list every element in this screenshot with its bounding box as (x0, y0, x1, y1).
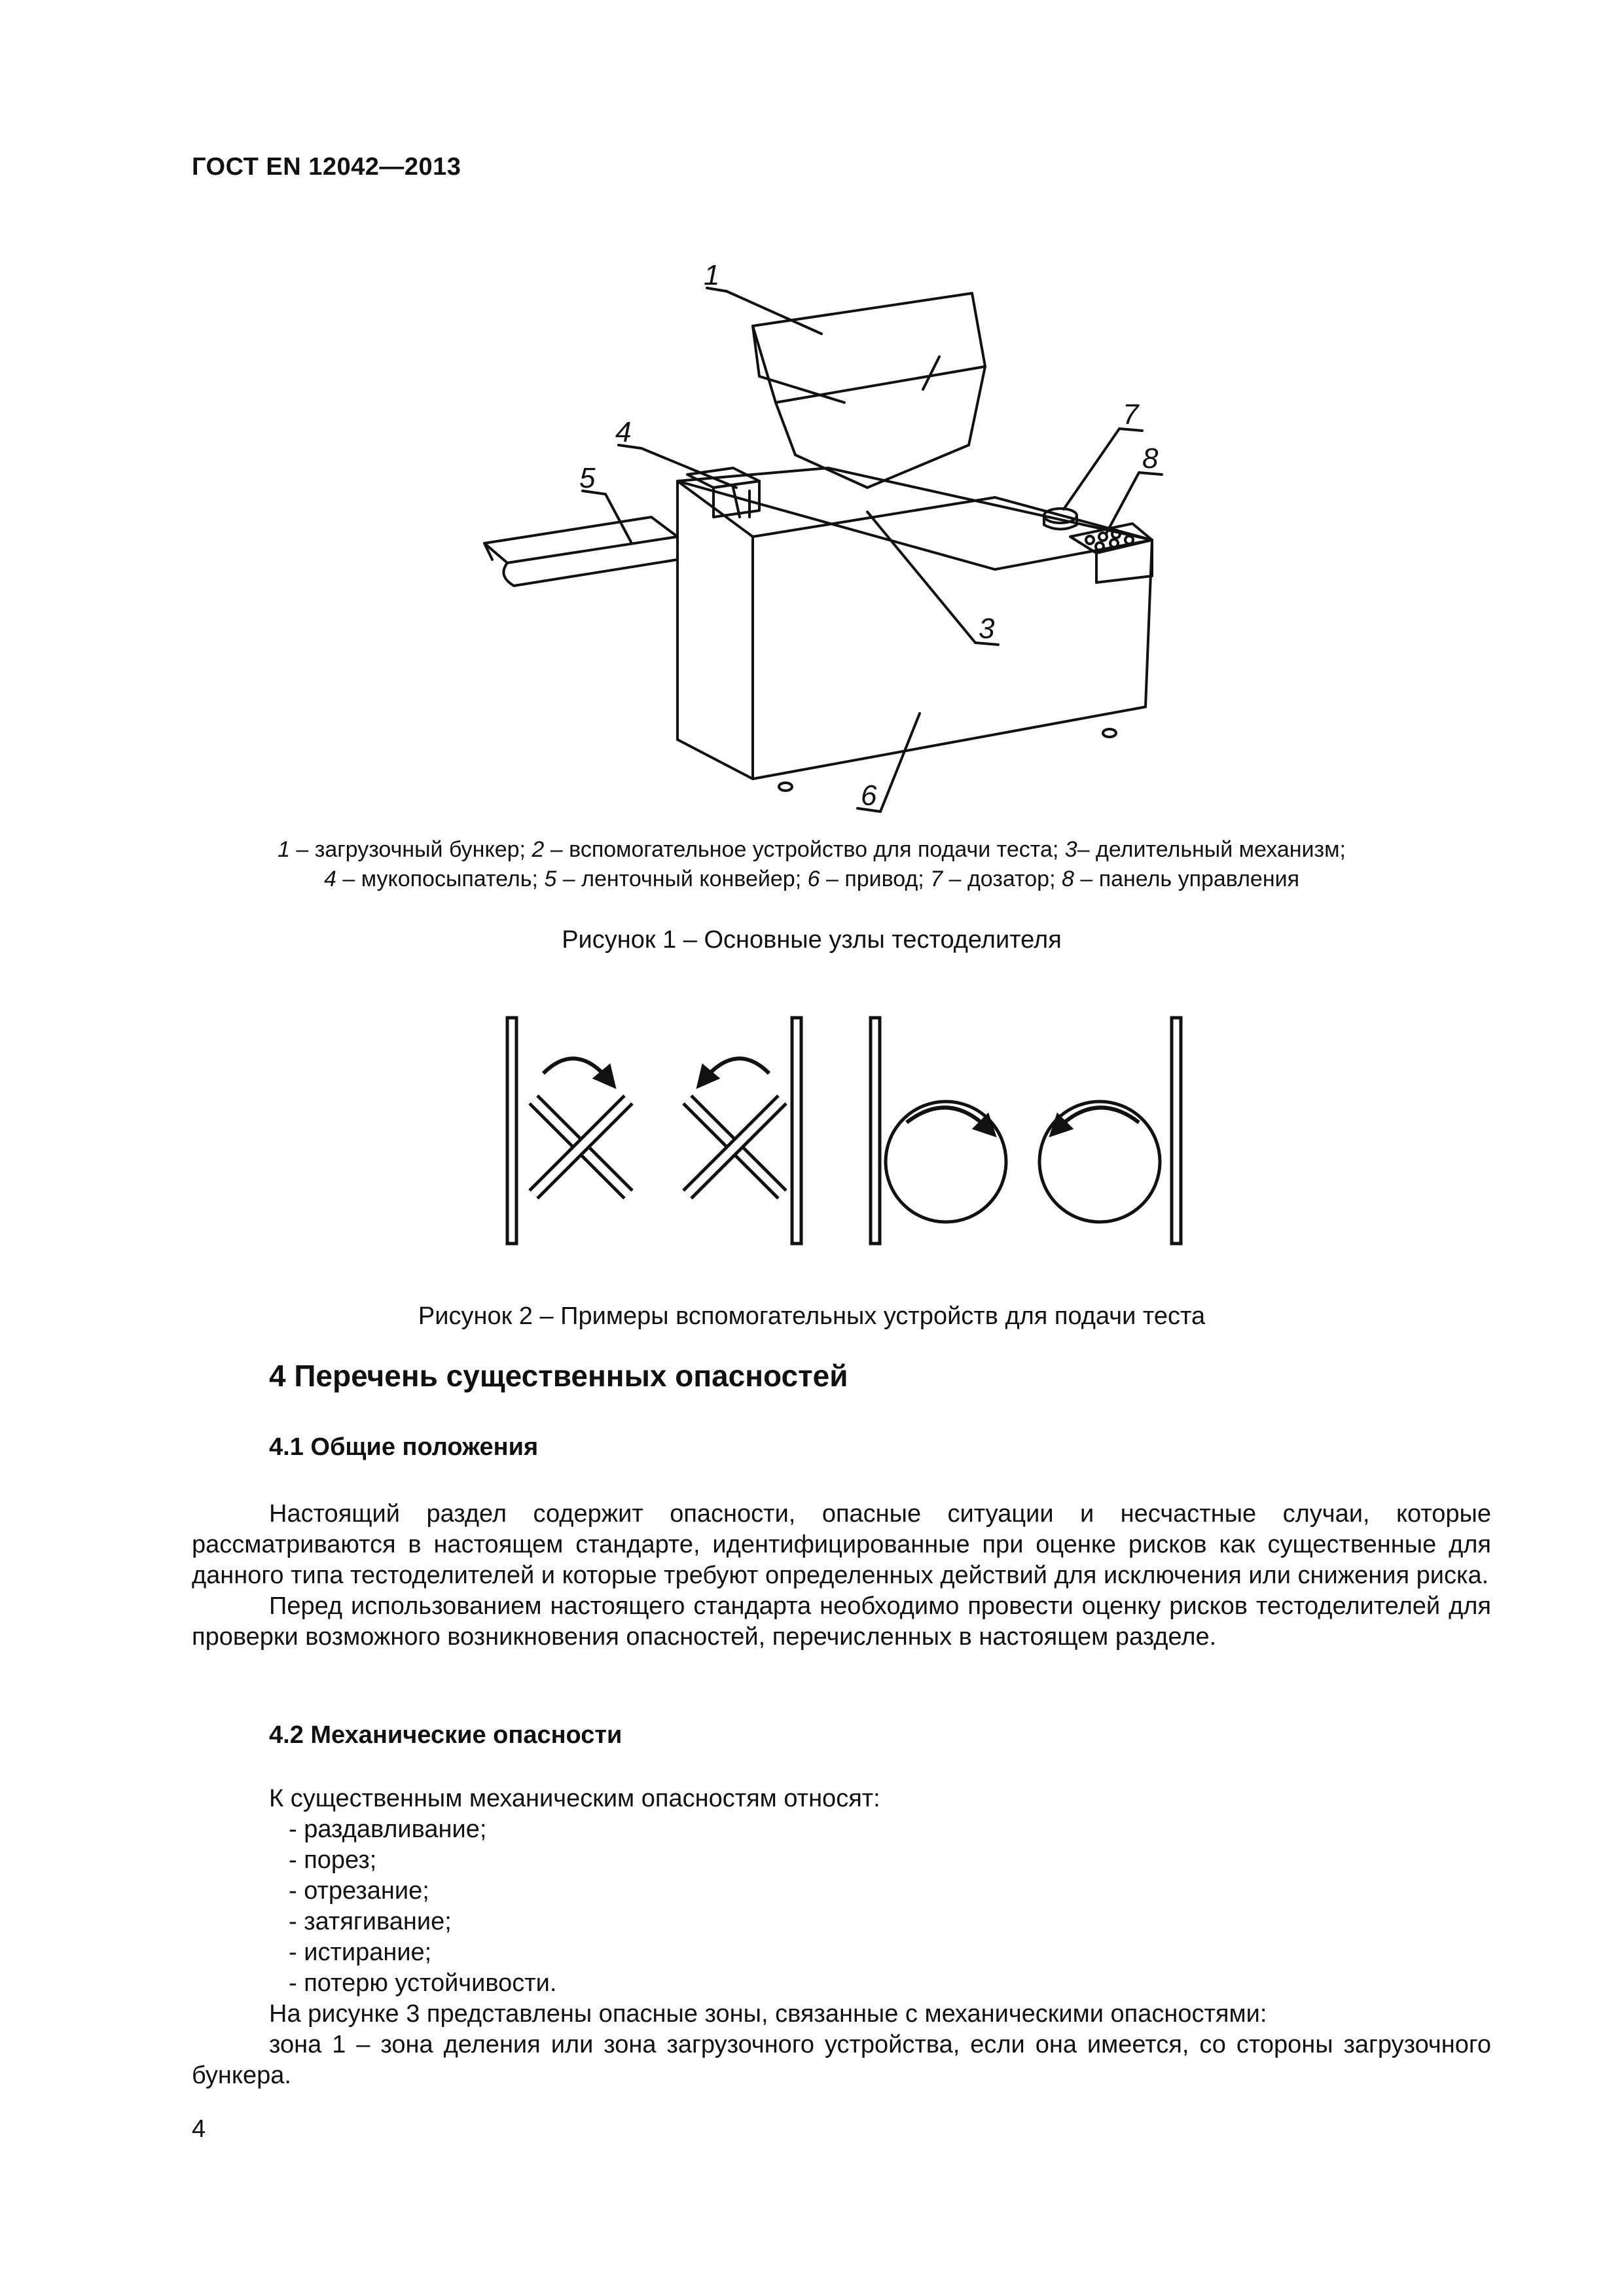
page-number: 4 (192, 2115, 206, 2143)
list-item: - затягивание; (289, 1908, 452, 1935)
legend-num: 3 (1064, 837, 1077, 862)
figure-1-legend-line-2 (164, 864, 1460, 894)
machine-body-edge (677, 481, 753, 537)
section-4-2-intro (192, 1784, 1491, 1814)
legend-text: – привод; (820, 867, 931, 891)
feed-wall (871, 1018, 880, 1244)
paragraph: Настоящий раздел содержит опасности, опасные ситуации и несчастные случаи, которые рассматриваются в настоящем стандарте, идентифицированные при оценке рисков как существенные для данного типа тестоделителей и которые требуют определенных действий для исключения или снижения риска. (192, 1500, 1491, 1589)
machine-body-edge (753, 497, 995, 537)
legend-text: – вспомогательное устройство для подачи теста; (544, 837, 1065, 862)
legend-text: – панель управления (1074, 867, 1300, 891)
section-4-heading: 4 Перечень существенных опасностей (269, 1359, 848, 1393)
hopper-wall (776, 403, 795, 455)
legend-num: 8 (1061, 867, 1074, 891)
figure-1-caption: Рисунок 1 – Основные узлы тестоделителя (562, 926, 1062, 954)
list-item: - порез; (289, 1846, 377, 1874)
section-4-1-body (192, 1499, 1491, 1653)
belt-conveyor (503, 560, 677, 586)
part-label-3: 3 (979, 613, 995, 645)
document-header: ГОСТ EN 12042—2013 (192, 153, 461, 181)
legend-text: – загрузочный бункер; (289, 837, 532, 862)
feed-wall (792, 1018, 801, 1244)
leader-line (880, 713, 920, 812)
roller (886, 1102, 1006, 1222)
leader-line (641, 448, 736, 488)
section-4-2-heading: 4.2 Механические опасности (269, 1721, 623, 1749)
control-button (1110, 539, 1118, 547)
belt-conveyor (484, 517, 677, 563)
list-item: - истирание; (289, 1939, 432, 1966)
leader-line (727, 291, 821, 334)
list-item: - раздавливание; (289, 1816, 487, 1843)
hazard-list (269, 1814, 556, 1999)
leader-line (605, 494, 632, 543)
paragraph: К существенным механическим опасностям относят: (269, 1785, 880, 1812)
part-label-4: 4 (615, 416, 632, 448)
machine-foot (779, 783, 792, 791)
leader-line (867, 512, 975, 643)
figure-2-caption: Рисунок 2 – Примеры вспомогательных устройств для подачи теста (418, 1302, 1206, 1330)
control-button (1112, 530, 1120, 538)
legend-num: 6 (807, 867, 820, 891)
machine-body-edge (753, 707, 1146, 779)
figure-1-drawing (452, 229, 1172, 838)
control-button (1096, 543, 1104, 550)
rotation-arrow (704, 1058, 769, 1080)
machine-foot (1103, 729, 1116, 737)
leader-line (1064, 429, 1119, 509)
legend-num: 5 (544, 867, 557, 891)
part-label-6: 6 (861, 780, 877, 812)
feed-wall (507, 1018, 516, 1244)
legend-text: – ленточный конвейер; (556, 867, 808, 891)
roller (1039, 1102, 1160, 1222)
figure-1-legend-line-1 (164, 834, 1460, 865)
section-4-2-zones (192, 1999, 1491, 2091)
paragraph: На рисунке 3 представлены опасные зоны, связанные с механическими опасностями: (269, 2000, 1267, 2028)
legend-num: 2 (532, 837, 545, 862)
figure-2-drawing (471, 998, 1218, 1253)
list-item: - потерю устойчивости. (289, 1969, 557, 1997)
hopper-inner-edge (923, 357, 939, 389)
legend-num: 1 (278, 837, 290, 862)
part-label-5: 5 (579, 462, 596, 494)
part-label-1: 1 (704, 259, 720, 291)
legend-text: – мукопосыпатель; (336, 867, 545, 891)
control-button (1125, 536, 1133, 544)
hopper-wall (795, 455, 867, 488)
part-label-8: 8 (1142, 442, 1159, 475)
paragraph: Перед использованием настоящего стандарта необходимо провести оценку рисков тестоделителей для проверки возможного возникновения опасностей, перечисленных в настоящем разделе. (192, 1592, 1491, 1651)
paragraph: зона 1 – зона деления или зона загрузочного устройства, если она имеется, со стороны загрузочного бункера. (192, 2031, 1491, 2089)
control-panel (1096, 576, 1152, 583)
hopper-wall (969, 367, 985, 445)
section-4-1-heading: 4.1 Общие положения (269, 1433, 539, 1461)
legend-text: – дозатор; (943, 867, 1062, 891)
control-button (1086, 536, 1094, 544)
legend-num: 4 (323, 867, 336, 891)
part-label-7: 7 (1123, 399, 1139, 431)
list-item: - отрезание; (289, 1877, 429, 1905)
feed-wall (1172, 1018, 1181, 1244)
rotation-arrow (543, 1058, 609, 1080)
legend-text: – делительный механизм; (1077, 837, 1346, 862)
machine-body-edge (677, 740, 753, 779)
legend-num: 7 (930, 867, 943, 891)
